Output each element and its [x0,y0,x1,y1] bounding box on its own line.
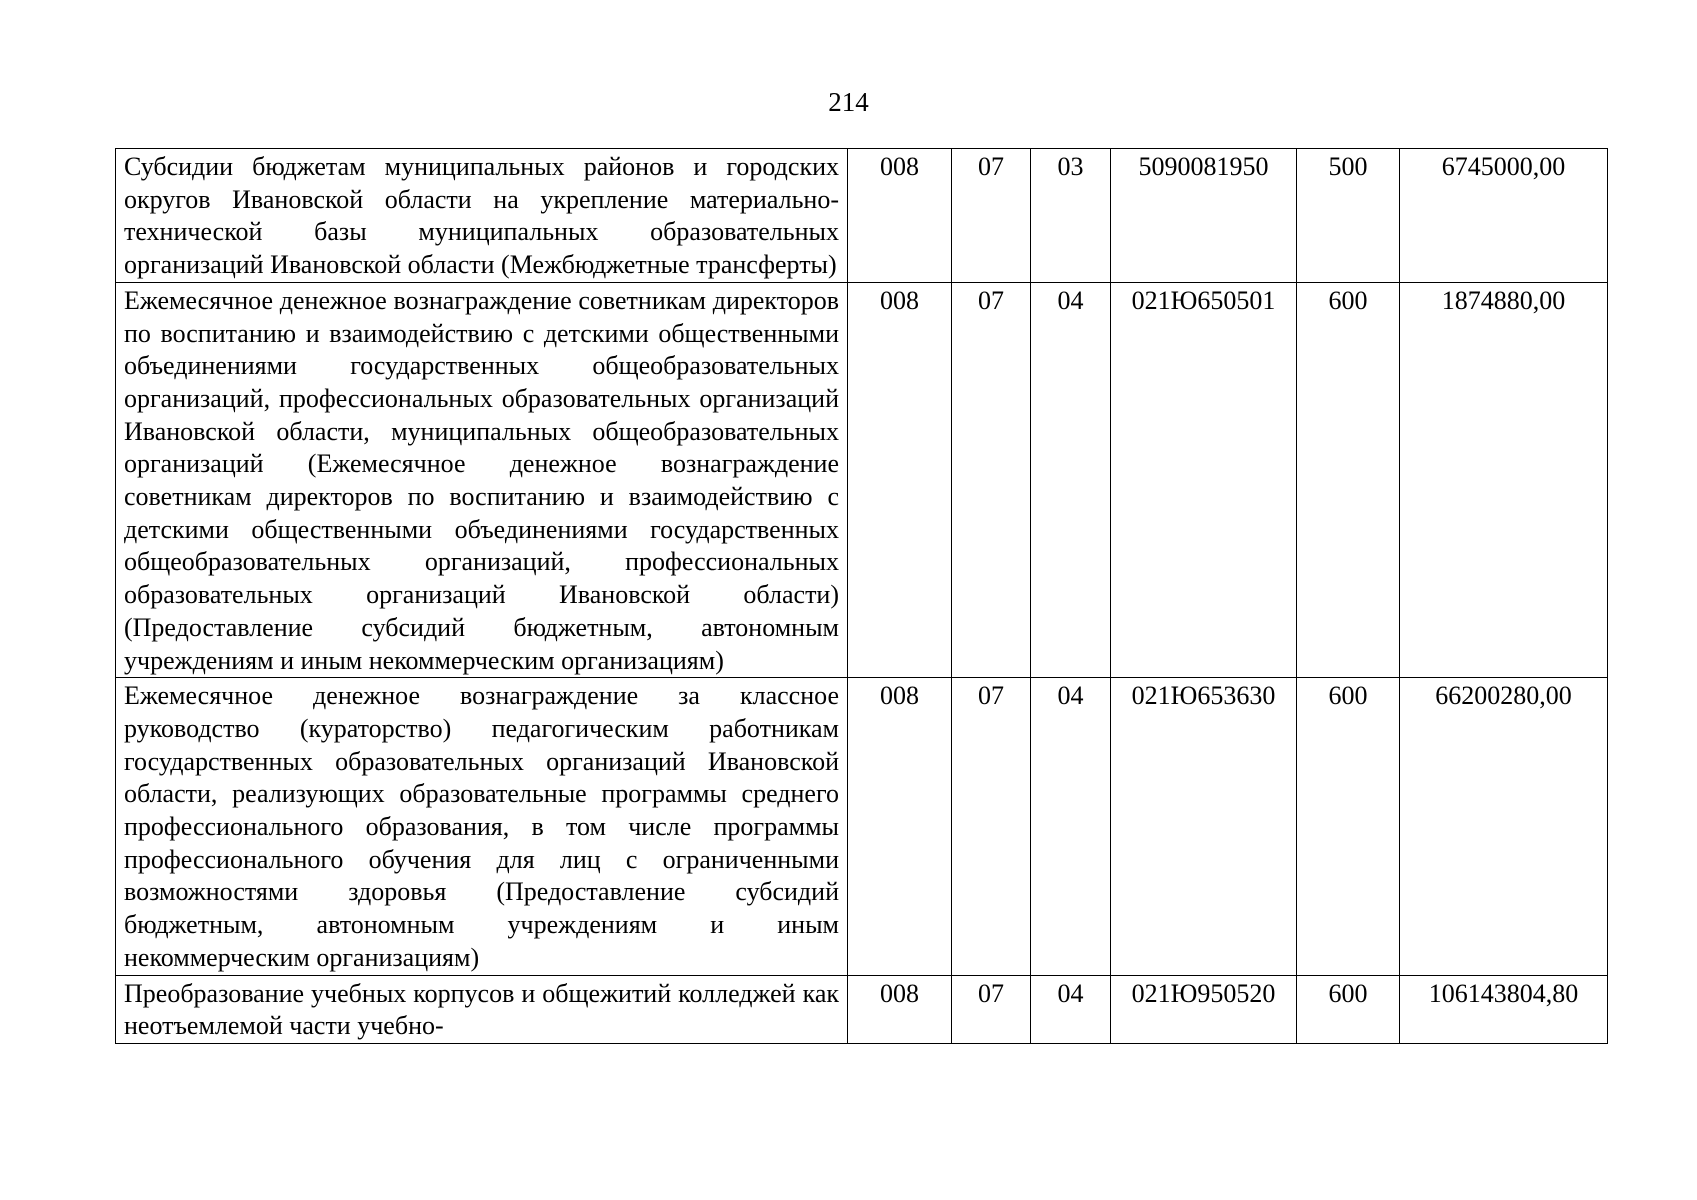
subsection-code: 04 [1031,282,1111,677]
row-description: Субсидии бюджетам муниципальных районов и городских округов Ивановской области на укрепление материально-технической базы муниципальных образовательных организаций Ивановской области (Межбюджетные трансферты) [116,149,848,283]
ministry-code: 008 [848,149,952,283]
subsection-code: 04 [1031,975,1111,1043]
section-code: 07 [952,975,1031,1043]
expense-type-code: 600 [1297,975,1400,1043]
table-row [116,678,1608,975]
amount: 6745000,00 [1400,149,1608,283]
expense-type-code: 500 [1297,149,1400,283]
amount: 106143804,80 [1400,975,1608,1043]
target-article-code: 021Ю650501 [1111,282,1297,677]
row-description: Ежемесячное денежное вознаграждение советникам директоров по воспитанию и взаимодействию с детскими общественными объединениями государственных общеобразовательных организаций, профессиональных образовательных организаций Ивановской области, муниципальных общеобразовательных организаций (Ежемесячное денежное вознаграждение советникам директоров по воспитанию и взаимодействию с детскими общественными объединениями государственных общеобразовательных организаций, профессиональных образовательных организаций Ивановской области) (Предоставление субсидий бюджетным, автономным учреждениям и иным некоммерческим организациям) [116,282,848,677]
ministry-code: 008 [848,975,952,1043]
table-row [116,975,1608,1043]
ministry-code: 008 [848,678,952,975]
section-code: 07 [952,282,1031,677]
table-row [116,282,1608,677]
amount: 1874880,00 [1400,282,1608,677]
row-description: Преобразование учебных корпусов и общежитий колледжей как неотъемлемой части учебно- [116,975,848,1043]
target-article-code: 021Ю950520 [1111,975,1297,1043]
row-description: Ежемесячное денежное вознаграждение за классное руководство (кураторство) педагогическим работникам государственных образовательных организаций Ивановской области, реализующих образовательные программы среднего профессионального образования, в том числе программы профессионального обучения для лиц с ограниченными возможностями здоровья (Предоставление субсидий бюджетным, автономным учреждениям и иным некоммерческим организациям) [116,678,848,975]
subsection-code: 03 [1031,149,1111,283]
subsection-code: 04 [1031,678,1111,975]
table-row [116,149,1608,283]
section-code: 07 [952,678,1031,975]
section-code: 07 [952,149,1031,283]
page-number: 214 [828,87,869,117]
budget-table [115,148,1608,1044]
target-article-code: 021Ю653630 [1111,678,1297,975]
expense-type-code: 600 [1297,678,1400,975]
expense-type-code: 600 [1297,282,1400,677]
ministry-code: 008 [848,282,952,677]
target-article-code: 5090081950 [1111,149,1297,283]
amount: 66200280,00 [1400,678,1608,975]
